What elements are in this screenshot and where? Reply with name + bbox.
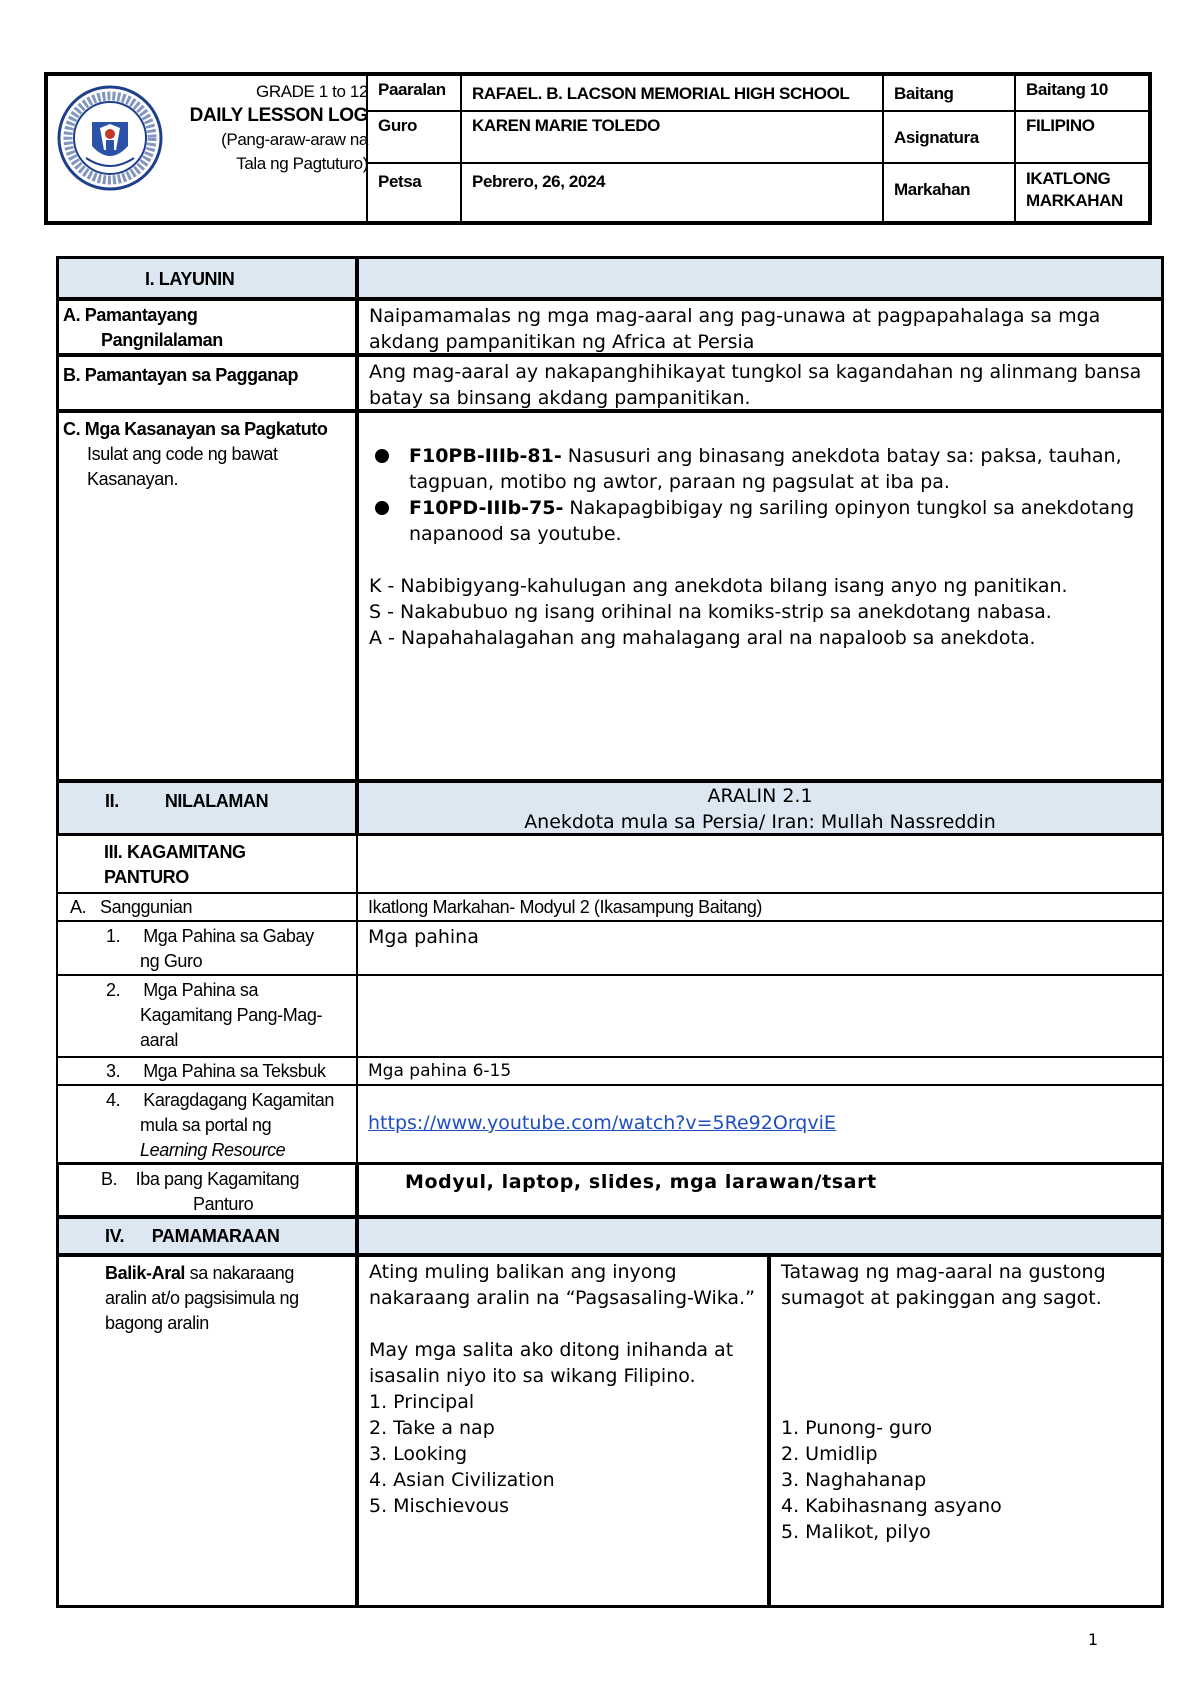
s-objective: S - Nakabubuo ng isang orihinal na komiks-strip sa anekdotang nabasa. [369, 601, 1052, 623]
filipino-word-item: 2. Umidlip [781, 1443, 878, 1465]
english-word-item: 3. Looking [369, 1443, 468, 1465]
kagamitang-panturo-blank [356, 834, 1164, 894]
c-label: C. Mga Kasanayan sa Pagkatuto [63, 419, 328, 439]
i2-label-line-3: aaral [140, 1030, 179, 1050]
layunin-heading-blank [356, 256, 1164, 300]
markahan-label: Markahan [882, 162, 1016, 225]
pamantayang-pangnilalaman-value: Naipamamalas ng mga mag-aaral ang pag-unawa at pagpapahalaga sa mga akdang pampanitikan ng Africa at Persia [356, 298, 1164, 356]
gabay-guro-value: Mga pahina [356, 920, 1164, 976]
a-label-line-2: Pangnilalaman [101, 330, 223, 350]
aralin-title: Anekdota mula sa Persia/ Iran: Mullah Nassreddin [524, 811, 996, 833]
iba-pang-kagamitan-label [56, 1162, 358, 1218]
pamantayang-pangnilalaman-label [56, 298, 358, 356]
i4-label-line-3: Learning Resource [140, 1140, 286, 1160]
a-label-line-1: A. Pamantayang [63, 305, 198, 325]
balik-aral-response-text: Tatawag ng mag-aaral na gustong sumagot at pakinggan ang sagot. [781, 1261, 1106, 1309]
paaralan-label: Paaralan [366, 74, 462, 112]
teksbuk-label: 3. Mga Pahina sa Teksbuk [56, 1056, 358, 1086]
nilalaman-value [356, 780, 1164, 836]
baitang-value: Baitang 10 [1014, 74, 1152, 112]
aralin-number: ARALIN 2.1 [707, 785, 813, 807]
asignatura-label: Asignatura [882, 110, 1016, 164]
markahan-value-line-2: MARKAHAN [1026, 191, 1123, 210]
mga-kasanayan-label [56, 410, 358, 782]
competency-item [369, 495, 1151, 547]
pamamaraan-heading: IV. PAMAMARAAN [56, 1216, 358, 1256]
kagamitang-mag-aaral-value [356, 974, 1164, 1058]
filipino-word-item: 5. Malikot, pilyo [781, 1521, 931, 1543]
i4-label-line-1: 4. Karagdagang Kagamitan [106, 1090, 334, 1110]
filipino-word-item: 1. Punong- guro [781, 1417, 933, 1439]
b-label-line-2: Panturo [193, 1194, 254, 1214]
filipino-word-item: 4. Kabihasnang asyano [781, 1495, 1002, 1517]
sanggunian-value: Ikatlong Markahan- Modyul 2 (Ikasampung Baitang) [356, 892, 1164, 922]
baitang-label: Baitang [882, 74, 1016, 112]
pamantayan-sa-pagganap-value: Ang mag-aaral ay nakapanghihikayat tungkol sa kagandahan ng alinmang bansa batay sa binsang akdang pampanitikan. [356, 354, 1164, 412]
competency-code: F10PB-IIIb-81- [409, 445, 562, 467]
bullet-icon [375, 449, 389, 463]
balik-aral-rest-3: bagong aralin [105, 1313, 209, 1333]
guro-value: KAREN MARIE TOLEDO [460, 110, 884, 164]
grade-title-block [158, 80, 368, 176]
i2-label-line-2: Kagamitang Pang-Mag- [140, 1005, 323, 1025]
gabay-guro-label [56, 920, 358, 976]
nilalaman-label: II. NILALAMAN [56, 780, 358, 836]
pamantayan-sa-pagganap-label: B. Pamantayan sa Pagganap [56, 354, 358, 412]
kagamitang-mag-aaral-label [56, 974, 358, 1058]
subtitle-line-2: Tala ng Pagtuturo) [236, 154, 368, 173]
teksbuk-value: Mga pahina 6-15 [356, 1056, 1164, 1086]
learning-resource-value [356, 1084, 1164, 1164]
grade-line: GRADE 1 to 12 [256, 82, 368, 101]
c-sub-label: Isulat ang code ng bawat Kasanayan. [87, 444, 278, 489]
balik-aral-response [768, 1254, 1164, 1608]
header-table [44, 72, 1152, 225]
guro-label: Guro [366, 110, 462, 164]
competency-text: Nakapagbibigay ng sariling opinyon tungkol sa anekdotang napanood sa youtube. [409, 497, 1135, 545]
english-word-item: 1. Principal [369, 1391, 475, 1413]
competency-list [369, 443, 1151, 547]
markahan-value-line-1: IKATLONG [1026, 169, 1111, 188]
competency-text: Nasusuri ang binasang anekdota batay sa: paksa, tauhan, tagpuan, motibo ng awtor, paraan ng pagsulat at iba pa. [409, 445, 1122, 493]
balik-aral-rest-1: sa nakaraang [185, 1263, 294, 1283]
learning-resource-label [56, 1084, 358, 1164]
daily-lesson-log-title: DAILY LESSON LOG [189, 105, 368, 126]
english-word-item: 4. Asian Civilization [369, 1469, 555, 1491]
a-objective: A - Napahahalagahan ang mahalagang aral na napaloob sa anekdota. [369, 627, 1036, 649]
page-number: 1 [1087, 1630, 1099, 1649]
filipino-word-item: 3. Naghahanap [781, 1469, 927, 1491]
kagamitang-panturo-label [56, 834, 358, 894]
balik-aral-bold: Balik-Aral [105, 1263, 186, 1283]
petsa-label: Petsa [366, 162, 462, 225]
english-word-item: 5. Mischievous [369, 1495, 510, 1517]
sanggunian-label: A. Sanggunian [56, 892, 358, 922]
asignatura-value: FILIPINO [1014, 110, 1152, 164]
subtitle-line-1: (Pang-araw-araw na [221, 130, 368, 149]
b-label-line-1: B. Iba pang Kagamitang [101, 1169, 300, 1189]
petsa-value: Pebrero, 26, 2024 [460, 162, 884, 225]
i1-label-line-2: ng Guro [140, 951, 203, 971]
competency-code: F10PD-IIIb-75- [409, 497, 564, 519]
english-word-item: 2. Take a nap [369, 1417, 495, 1439]
competency-item [369, 443, 1151, 495]
balik-aral-intro: Ating muling balikan ang inyong nakaraang aralin na “Pagsasaling-Wika.” [369, 1261, 755, 1309]
k-objective: K - Nabibigyang-kahulugan ang anekdota bilang isang anyo ng panitikan. [369, 575, 1068, 597]
pamamaraan-heading-blank [356, 1216, 1164, 1256]
i1-label-line-1: 1. Mga Pahina sa Gabay [106, 926, 314, 946]
i2-label-line-1: 2. Mga Pahina sa [106, 980, 259, 1000]
iba-pang-kagamitan-value: Modyul, laptop, slides, mga larawan/tsart [356, 1162, 1164, 1218]
markahan-value [1014, 162, 1152, 225]
balik-aral-label [56, 1254, 358, 1608]
youtube-link[interactable]: https://www.youtube.com/watch?v=5Re92OrqviE [368, 1112, 836, 1134]
layunin-heading: I. LAYUNIN [56, 256, 358, 300]
deped-seal-logo [56, 84, 164, 192]
i4-label-line-2: mula sa portal ng [140, 1115, 272, 1135]
bullet-icon [375, 501, 389, 515]
balik-aral-instruction: May mga salita ako ditong inihanda at isasalin niyo ito sa wikang Filipino. [369, 1339, 734, 1387]
mga-kasanayan-value [356, 410, 1164, 782]
paaralan-value: RAFAEL. B. LACSON MEMORIAL HIGH SCHOOL [460, 74, 884, 112]
kagamitan-label-line-2: PANTURO [104, 867, 189, 887]
balik-aral-activity [356, 1254, 770, 1608]
balik-aral-rest-2: aralin at/o pagsisimula ng [105, 1288, 299, 1308]
kagamitan-label-line-1: III. KAGAMITANG [104, 842, 246, 862]
